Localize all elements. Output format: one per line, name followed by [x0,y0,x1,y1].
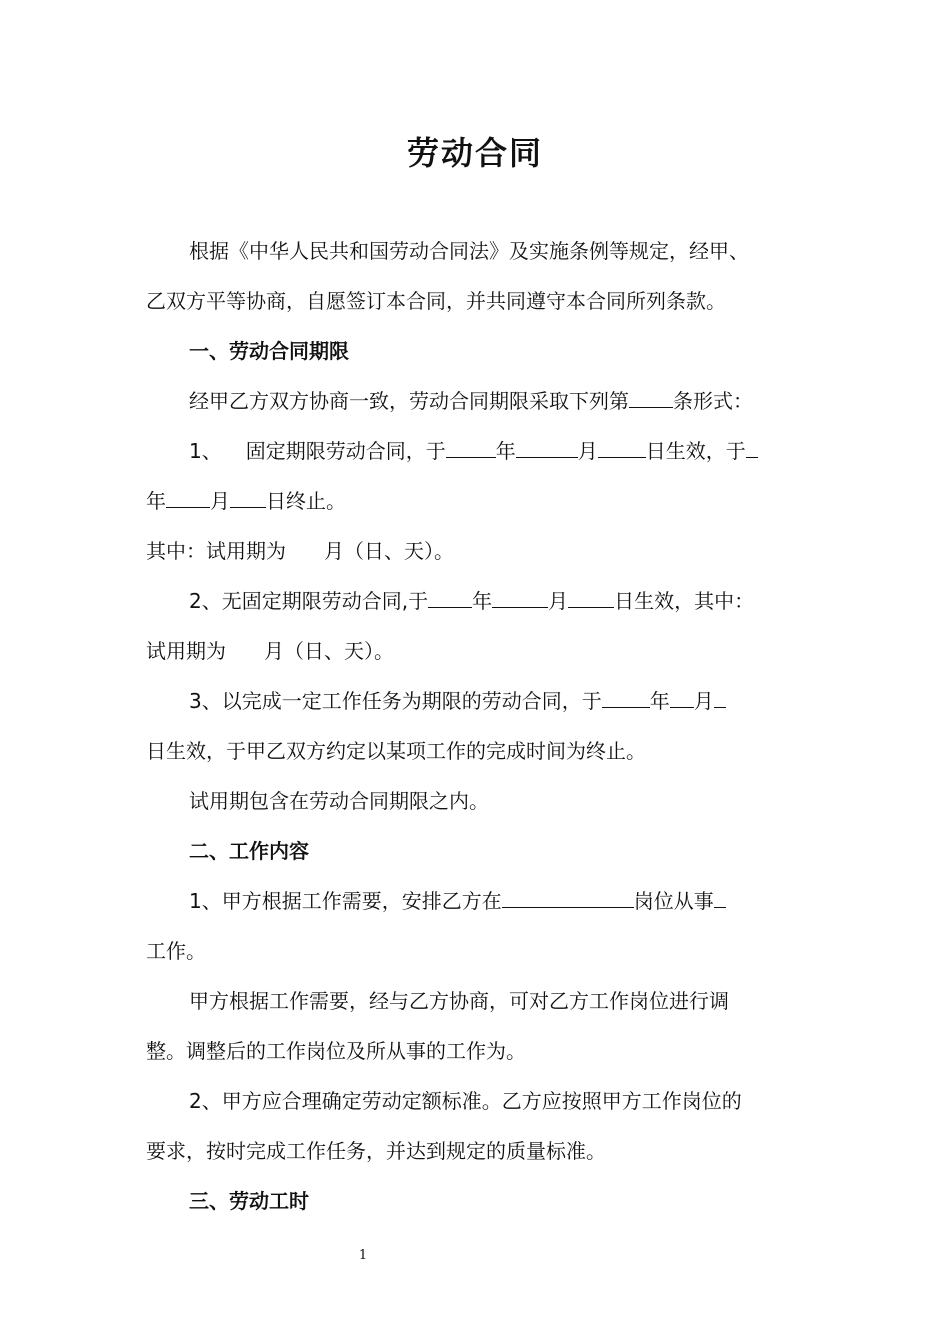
s2-item2-line-2: 要求，按时完成工作任务，并达到规定的质量标准。 [146,1139,606,1163]
s2-item1-text-a: 1、甲方根据工作需要，安排乙方在 [189,889,502,913]
year-label: 年 [649,689,670,713]
month-label: 月 [577,439,598,463]
year-label: 年 [495,439,516,463]
year-label: 年 [472,589,493,613]
probation-text: 其中：试用期为 [146,539,286,563]
s2-item1-text-b: 岗位从事 [633,889,714,913]
intro-line-1: 根据《中华人民共和国劳动合同法》及实施条例等规定，经甲、 [189,239,749,263]
form-text-b: 条形式： [673,389,753,413]
item1-day-blank[interactable] [598,437,646,458]
s2-item2-line-1: 2、甲方应合理确定劳动定额标准。乙方应按照甲方工作岗位的 [189,1089,742,1113]
item2-day-blank[interactable] [568,587,614,608]
probation-line-1 [146,537,454,565]
year-label: 年 [146,489,166,513]
item1-year-blank[interactable] [446,437,496,458]
s2-item1-line-2: 工作。 [146,939,206,963]
section3-heading: 三、劳动工时 [189,1189,309,1213]
item1-end-month-blank[interactable] [166,487,210,508]
item1-month-blank[interactable] [516,437,578,458]
page-number: 1 [358,1248,368,1263]
item2-text: 2、无固定期限劳动合同,于 [189,589,429,613]
section1-form-line [189,387,753,415]
section1-heading: 一、劳动合同期限 [189,339,349,363]
month-label: 月 [210,489,230,513]
probation-unit: 月（日、天）。 [264,639,394,663]
s2-adjust-line-1: 甲方根据工作需要，经与乙方协商，可对乙方工作岗位进行调 [189,989,729,1013]
item3-line [189,687,726,715]
item3-text: 3、以完成一定工作任务为期限的劳动合同，于 [189,689,602,713]
day-effective-label: 日生效，于 [645,439,746,463]
day-end-label: 日终止。 [266,489,346,513]
item1-line-2 [146,487,346,515]
section2-heading: 二、工作内容 [189,839,309,863]
intro-line-2: 乙双方平等协商，自愿签订本合同，并共同遵守本合同所列条款。 [146,289,726,313]
s2-adjust-line-2: 整。调整后的工作岗位及所从事的工作为。 [146,1039,526,1063]
item3-line-2: 日生效，于甲乙双方约定以某项工作的完成时间为终止。 [146,739,646,763]
item2-year-blank[interactable] [428,587,472,608]
item3-year-blank[interactable] [602,687,650,708]
item1-end-year-blank-a[interactable] [746,437,758,458]
item3-month-blank[interactable] [670,687,694,708]
s2-post-blank[interactable] [502,887,634,908]
item2-month-blank[interactable] [492,587,548,608]
month-label: 月 [693,689,714,713]
item1-number: 1、 [189,439,222,463]
item3-day-blank[interactable] [714,687,726,708]
form-text-a: 经甲乙方双方协商一致，劳动合同期限采取下列第 [189,389,629,413]
item2-day-label: 日生效，其中： [614,589,755,613]
s2-item1-line [189,887,726,915]
item1-end-day-blank[interactable] [230,487,266,508]
month-label: 月 [548,589,569,613]
probation-note: 试用期包含在劳动合同期限之内。 [189,789,489,813]
form-blank[interactable] [629,387,673,408]
item1-line [189,437,758,465]
probation-text: 试用期为 [146,639,226,663]
probation-unit: 月（日、天）。 [324,539,454,563]
document-title: 劳动合同 [406,134,543,172]
item1-text: 固定期限劳动合同，于 [245,439,446,463]
probation-line-2 [146,637,394,665]
s2-work-blank[interactable] [714,887,726,908]
item2-line [189,587,754,615]
